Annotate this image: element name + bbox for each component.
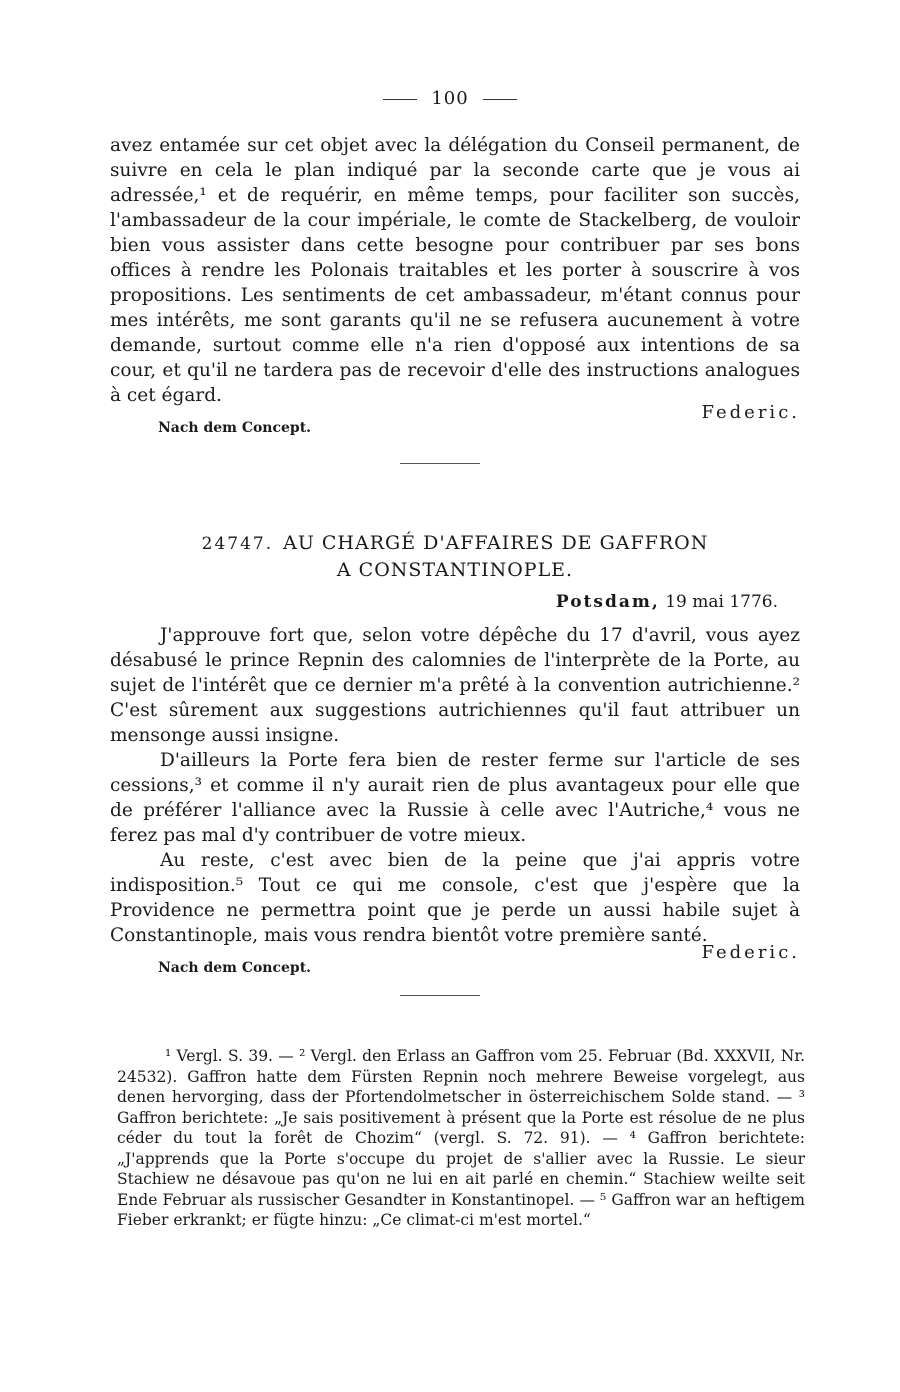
letter-body: [110, 623, 800, 976]
footnotes-section: [117, 1046, 805, 1231]
page-header: [0, 88, 900, 109]
letter-source: Nach dem Concept.: [158, 960, 312, 976]
continuation-section: [110, 133, 800, 436]
footnotes-text: ¹ Vergl. S. 39. — ² Vergl. den Erlass an Gaffron vom 25. Februar (Bd. XXXVII, Nr. 24532). Gaffron hatte dem Fürsten Repnin noch mehrere Beweise vorgelegt, aus denen hervorging, dass der Pfortendolmetscher in österreichischem Solde stand. — ³ Gaffron berichtete: „Je sais positivement à présent que la Porte est résolue de ne plus céder du tout la forêt de Chozim“ (vergl. S. 72. 91). — ⁴ Gaffron berichtete: „J'apprends que la Porte s'occupe du projet de s'allier avec la Russie. Le sieur Stachiew ne désavoue pas qu'on ne lui en ait parlé en chemin.“ Stachiew weilte seit Ende Februar als russischer Gesandter in Konstantinopel. — ⁵ Gaffron war an heftigem Fieber erkrankt; er fügte hinzu: „Ce climat-ci m'est mortel.“: [117, 1047, 805, 1229]
letter-paragraph-2: D'ailleurs la Porte fera bien de rester ferme sur l'article de ses cessions,³ et comme il n'y aurait rien de plus avantageux pour elle que de préférer l'alliance avec la Russie à celle avec l'Autriche,⁴ vous ne ferez pas mal d'y contribuer de votre mieux.: [110, 750, 800, 846]
continuation-text: avez entamée sur cet objet avec la délégation du Conseil permanent, de suivre en cela le plan indiqué par la seconde carte que je vous ai adressée,¹ et de requérir, en même temps, pour faciliter son succès, l'ambassadeur de la cour impériale, le comte de Stackelberg, de vouloir bien vous assister dans cette besogne pour contribuer par ses bons offices à rendre les Polonais traitables et les porter à souscrire à vos propositions. Les sentiments de cet ambassadeur, m'étant connus pour mes intérêts, me sont garants qu'il ne se refusera aucunement à votre demande, surtout comme elle n'a rien d'opposé aux intentions de sa cour, et qu'il ne tardera pas de recevoir d'elle des instructions analogues à cet égard.: [110, 135, 800, 406]
letter-date: 19 mai 1776.: [665, 592, 778, 612]
letter-title: [110, 530, 800, 583]
letter-signature: Federic.: [701, 942, 800, 963]
continuation-source: Nach dem Concept.: [158, 420, 312, 436]
footnote-divider: [400, 995, 480, 996]
letter-place: Potsdam,: [555, 592, 660, 612]
letter-title-line1: [110, 530, 800, 557]
page-number: 100: [431, 88, 469, 109]
continuation-signature: Federic.: [701, 402, 800, 423]
section-divider: [400, 463, 480, 464]
letter-title-line2: A CONSTANTINOPLE.: [336, 559, 574, 581]
letter-recipient: AU CHARGÉ D'AFFAIRES DE GAFFRON: [283, 532, 709, 554]
letter-dateline: [110, 592, 778, 612]
header-dash-right: [483, 99, 517, 100]
letter-paragraph-1: J'approuve fort que, selon votre dépêche du 17 d'avril, vous ayez désabusé le prince Repnin des calomnies de l'interprète de la Porte, au sujet de l'intérêt que ce dernier m'a prêté à la convention autrichienne.² C'est sûrement aux suggestions autrichiennes qu'il faut attribuer un mensonge aussi insigne.: [110, 625, 800, 746]
header-dash-left: [383, 99, 417, 100]
letter-number: 24747.: [201, 534, 274, 554]
letter-paragraph-3: Au reste, c'est avec bien de la peine que j'ai appris votre indisposition.⁵ Tout ce qui me console, c'est que j'espère que la Providence ne permettra point que je perde un aussi habile sujet à Constantinople, mais vous rendra bientôt votre première santé.: [110, 850, 800, 946]
